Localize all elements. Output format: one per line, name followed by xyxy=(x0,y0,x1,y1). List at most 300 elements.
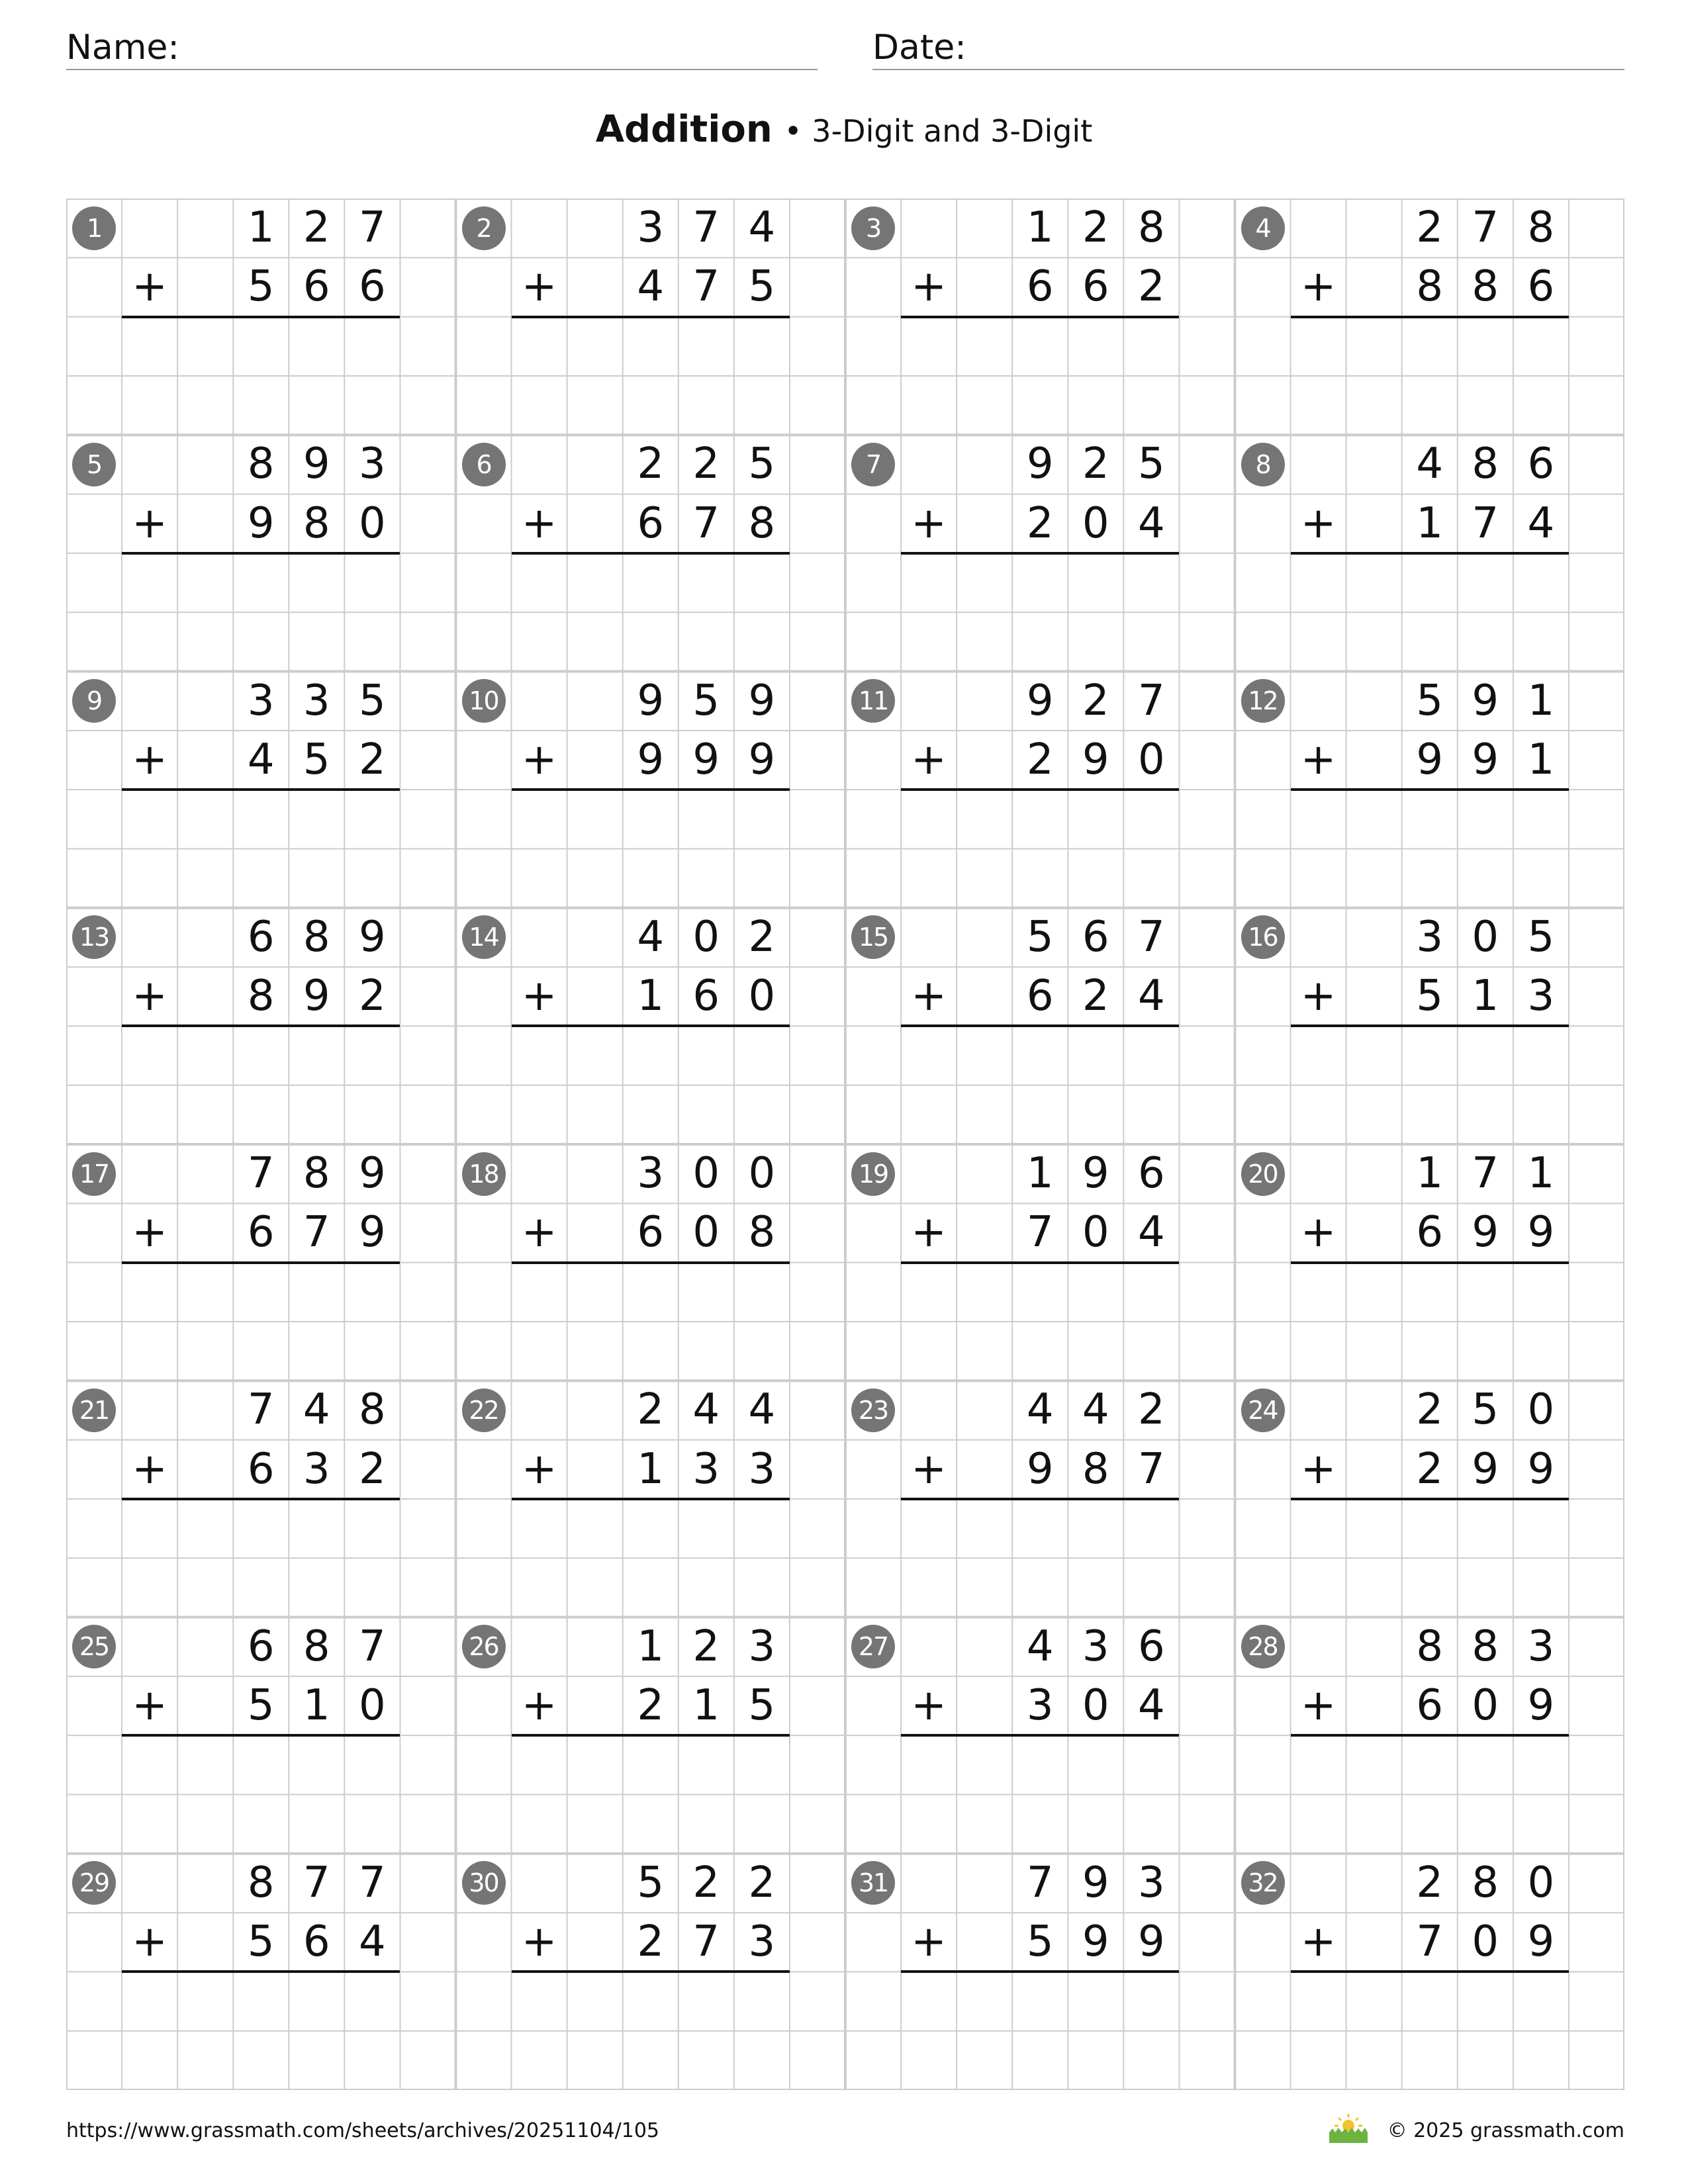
top-digit: 0 xyxy=(692,912,720,962)
answer-cell[interactable] xyxy=(1012,790,1068,848)
bottom-digit: 5 xyxy=(1026,1917,1054,1967)
top-digit: 9 xyxy=(748,676,776,725)
top-digit: 4 xyxy=(748,1385,776,1435)
bottom-digit: 1 xyxy=(692,1680,720,1730)
answer-cell[interactable] xyxy=(1402,1735,1458,1794)
plus-operator: + xyxy=(1300,1917,1336,1967)
answer-cell[interactable] xyxy=(1513,317,1569,376)
answer-cell[interactable] xyxy=(734,790,790,848)
top-digit: 7 xyxy=(303,1858,330,1907)
answer-cell[interactable] xyxy=(1068,1263,1123,1322)
plus-operator: + xyxy=(521,972,557,1021)
answer-cell[interactable] xyxy=(1012,317,1068,376)
answer-cell[interactable] xyxy=(734,1026,790,1085)
top-digit: 7 xyxy=(1026,1858,1054,1907)
bottom-digit: 5 xyxy=(247,262,275,312)
answer-cell[interactable] xyxy=(1458,1972,1513,2030)
top-digit: 7 xyxy=(1137,912,1165,962)
problem-number-badge: 25 xyxy=(72,1625,116,1668)
bottom-digit: 8 xyxy=(748,1208,776,1257)
answer-cell[interactable] xyxy=(1402,1263,1458,1322)
problem-number-badge: 31 xyxy=(851,1861,895,1905)
problem-number-badge: 26 xyxy=(462,1625,506,1668)
answer-cell[interactable] xyxy=(679,790,734,848)
answer-cell[interactable] xyxy=(177,1499,233,1558)
bottom-digit: 1 xyxy=(1527,735,1555,784)
top-digit: 2 xyxy=(637,1385,665,1435)
top-digit: 9 xyxy=(1026,676,1054,725)
bottom-digit: 4 xyxy=(1137,972,1165,1021)
answer-cell[interactable] xyxy=(1458,1263,1513,1322)
top-digit: 9 xyxy=(358,1149,386,1198)
plus-operator: + xyxy=(1300,1208,1336,1257)
bottom-digit: 9 xyxy=(1472,1208,1499,1257)
top-digit: 2 xyxy=(1137,1385,1165,1435)
answer-cell[interactable] xyxy=(567,1499,623,1558)
bottom-digit: 2 xyxy=(637,1917,665,1967)
top-digit: 5 xyxy=(1472,1385,1499,1435)
bottom-digit: 9 xyxy=(1527,1917,1555,1967)
problem-number-badge: 16 xyxy=(1241,915,1285,959)
top-digit: 1 xyxy=(247,203,275,252)
plus-operator: + xyxy=(911,972,947,1021)
top-digit: 6 xyxy=(1137,1621,1165,1671)
bottom-digit: 9 xyxy=(1527,1444,1555,1494)
answer-cell[interactable] xyxy=(623,1263,679,1322)
problem-number-badge: 20 xyxy=(1241,1152,1285,1196)
answer-cell[interactable] xyxy=(1513,1499,1569,1558)
top-digit: 9 xyxy=(1082,1149,1109,1198)
top-digit: 8 xyxy=(247,439,275,489)
bottom-digit: 6 xyxy=(637,1208,665,1257)
answer-cell[interactable] xyxy=(1513,1263,1569,1322)
answer-cell[interactable] xyxy=(289,317,344,376)
bottom-digit: 4 xyxy=(1137,1680,1165,1730)
bottom-digit: 0 xyxy=(358,498,386,548)
bottom-digit: 6 xyxy=(303,262,330,312)
bottom-digit: 9 xyxy=(1527,1208,1555,1257)
plus-operator: + xyxy=(911,735,947,784)
answer-cell[interactable] xyxy=(957,1026,1012,1085)
answer-cell[interactable] xyxy=(679,1972,734,2030)
top-digit: 3 xyxy=(637,1149,665,1198)
answer-cell[interactable] xyxy=(957,1972,1012,2030)
top-digit: 6 xyxy=(1082,912,1109,962)
answer-cell[interactable] xyxy=(1513,1735,1569,1794)
answer-cell[interactable] xyxy=(679,553,734,612)
bottom-digit: 9 xyxy=(748,735,776,784)
answer-cell[interactable] xyxy=(1012,1263,1068,1322)
bottom-digit: 6 xyxy=(692,972,720,1021)
footer-url: https://www.grassmath.com/sheets/archives/20251104/105 xyxy=(66,2119,660,2142)
answer-cell[interactable] xyxy=(344,1026,400,1085)
answer-cell[interactable] xyxy=(177,1026,233,1085)
top-digit: 8 xyxy=(303,912,330,962)
answer-cell[interactable] xyxy=(289,1972,344,2030)
title-subtitle: • 3-Digit and 3-Digit xyxy=(784,113,1093,149)
problem-number-badge: 21 xyxy=(72,1388,116,1432)
bottom-digit: 3 xyxy=(692,1444,720,1494)
answer-cell[interactable] xyxy=(679,317,734,376)
answer-cell[interactable] xyxy=(1346,1499,1402,1558)
answer-cell[interactable] xyxy=(177,1735,233,1794)
top-digit: 9 xyxy=(637,676,665,725)
bottom-digit: 6 xyxy=(1026,972,1054,1021)
footer-copyright: © 2025 grassmath.com xyxy=(1387,2119,1624,2142)
answer-cell[interactable] xyxy=(679,1263,734,1322)
top-digit: 4 xyxy=(1082,1385,1109,1435)
problem-number-badge: 13 xyxy=(72,915,116,959)
top-digit: 2 xyxy=(1416,1385,1444,1435)
top-digit: 8 xyxy=(247,1858,275,1907)
answer-cell[interactable] xyxy=(344,1972,400,2030)
bottom-digit: 2 xyxy=(358,1444,386,1494)
bottom-digit: 1 xyxy=(637,1444,665,1494)
answer-cell[interactable] xyxy=(1012,1735,1068,1794)
answer-cell[interactable] xyxy=(1068,790,1123,848)
answer-cell[interactable] xyxy=(1346,553,1402,612)
bottom-digit: 3 xyxy=(303,1444,330,1494)
bottom-digit: 5 xyxy=(748,1680,776,1730)
top-digit: 3 xyxy=(1527,1621,1555,1671)
answer-cell[interactable] xyxy=(1346,1263,1402,1322)
problem-number-badge: 24 xyxy=(1241,1388,1285,1432)
answer-cell[interactable] xyxy=(1346,1972,1402,2030)
answer-cell[interactable] xyxy=(1346,1026,1402,1085)
answer-cell[interactable] xyxy=(1513,790,1569,848)
top-digit: 5 xyxy=(1416,676,1444,725)
answer-cell[interactable] xyxy=(177,790,233,848)
top-digit: 3 xyxy=(748,1621,776,1671)
bottom-digit: 7 xyxy=(1137,1444,1165,1494)
plus-operator: + xyxy=(132,1917,167,1967)
answer-cell[interactable] xyxy=(1012,1972,1068,2030)
bottom-digit: 4 xyxy=(1137,1208,1165,1257)
answer-cell[interactable] xyxy=(1068,553,1123,612)
answer-cell[interactable] xyxy=(1012,553,1068,612)
bottom-digit: 9 xyxy=(1082,1917,1109,1967)
bottom-digit: 7 xyxy=(692,1917,720,1967)
answer-cell[interactable] xyxy=(1346,317,1402,376)
answer-cell[interactable] xyxy=(233,790,289,848)
top-digit: 3 xyxy=(303,676,330,725)
answer-cell[interactable] xyxy=(623,317,679,376)
answer-cell[interactable] xyxy=(567,1972,623,2030)
top-digit: 2 xyxy=(692,439,720,489)
bottom-digit: 4 xyxy=(637,262,665,312)
answer-cell[interactable] xyxy=(623,1026,679,1085)
problem-number-badge: 3 xyxy=(851,206,895,250)
top-digit: 3 xyxy=(637,203,665,252)
answer-cell[interactable] xyxy=(1513,1972,1569,2030)
answer-cell[interactable] xyxy=(1458,1499,1513,1558)
answer-cell[interactable] xyxy=(233,1026,289,1085)
answer-cell[interactable] xyxy=(233,317,289,376)
answer-cell[interactable] xyxy=(957,1735,1012,1794)
answer-cell[interactable] xyxy=(344,553,400,612)
answer-cell[interactable] xyxy=(1123,553,1179,612)
answer-cell[interactable] xyxy=(177,1263,233,1322)
answer-cell[interactable] xyxy=(344,790,400,848)
bottom-digit: 0 xyxy=(1082,1208,1109,1257)
answer-cell[interactable] xyxy=(957,553,1012,612)
answer-cell[interactable] xyxy=(623,1972,679,2030)
top-digit: 3 xyxy=(358,439,386,489)
worksheet-title xyxy=(0,106,1688,155)
answer-cell[interactable] xyxy=(1402,1499,1458,1558)
top-digit: 0 xyxy=(1527,1385,1555,1435)
bottom-digit: 2 xyxy=(1082,972,1109,1021)
plus-operator: + xyxy=(1300,735,1336,784)
answer-cell[interactable] xyxy=(1068,1499,1123,1558)
name-label: Name: xyxy=(66,28,179,68)
bottom-digit: 2 xyxy=(358,972,386,1021)
top-digit: 3 xyxy=(1137,1858,1165,1907)
answer-cell[interactable] xyxy=(233,1263,289,1322)
problem-number-badge: 1 xyxy=(72,206,116,250)
answer-cell[interactable] xyxy=(289,790,344,848)
problem-number-badge: 28 xyxy=(1241,1625,1285,1668)
answer-cell[interactable] xyxy=(233,1972,289,2030)
bottom-digit: 7 xyxy=(1416,1917,1444,1967)
bottom-digit: 2 xyxy=(1026,735,1054,784)
answer-cell[interactable] xyxy=(1458,317,1513,376)
top-digit: 4 xyxy=(1026,1621,1054,1671)
top-digit: 9 xyxy=(1472,676,1499,725)
problem-number-badge: 27 xyxy=(851,1625,895,1668)
answer-cell[interactable] xyxy=(289,1026,344,1085)
answer-cell[interactable] xyxy=(957,790,1012,848)
plus-operator: + xyxy=(132,972,167,1021)
top-digit: 7 xyxy=(1472,1149,1499,1198)
plus-operator: + xyxy=(521,498,557,548)
top-digit: 8 xyxy=(303,1149,330,1198)
answer-cell[interactable] xyxy=(1123,317,1179,376)
answer-cell[interactable] xyxy=(344,317,400,376)
answer-cell[interactable] xyxy=(567,1735,623,1794)
bottom-digit: 8 xyxy=(303,498,330,548)
bottom-digit: 3 xyxy=(748,1917,776,1967)
plus-operator: + xyxy=(521,1444,557,1494)
bottom-digit: 6 xyxy=(358,262,386,312)
top-digit: 9 xyxy=(1082,1858,1109,1907)
answer-cell[interactable] xyxy=(233,553,289,612)
top-digit: 0 xyxy=(1527,1858,1555,1907)
problem-number-badge: 30 xyxy=(462,1861,506,1905)
answer-cell[interactable] xyxy=(289,553,344,612)
answer-cell[interactable] xyxy=(289,1263,344,1322)
answer-cell[interactable] xyxy=(1513,1026,1569,1085)
bottom-digit: 9 xyxy=(1416,735,1444,784)
answer-cell[interactable] xyxy=(567,1026,623,1085)
bottom-digit: 5 xyxy=(247,1917,275,1967)
bottom-digit: 2 xyxy=(1137,262,1165,312)
top-digit: 0 xyxy=(748,1149,776,1198)
answer-cell[interactable] xyxy=(623,553,679,612)
top-digit: 8 xyxy=(1416,1621,1444,1671)
answer-cell[interactable] xyxy=(1346,1735,1402,1794)
bottom-digit: 6 xyxy=(637,498,665,548)
answer-cell[interactable] xyxy=(567,790,623,848)
bottom-digit: 9 xyxy=(358,1208,386,1257)
top-digit: 9 xyxy=(1026,439,1054,489)
answer-cell[interactable] xyxy=(1513,553,1569,612)
answer-cell[interactable] xyxy=(734,1499,790,1558)
answer-cell[interactable] xyxy=(1068,1972,1123,2030)
plus-operator: + xyxy=(1300,262,1336,312)
answer-cell[interactable] xyxy=(1123,1026,1179,1085)
answer-cell[interactable] xyxy=(177,317,233,376)
answer-cell[interactable] xyxy=(177,1972,233,2030)
bottom-digit: 7 xyxy=(1472,498,1499,548)
top-digit: 8 xyxy=(358,1385,386,1435)
answer-cell[interactable] xyxy=(567,1263,623,1322)
answer-cell[interactable] xyxy=(344,1263,400,1322)
plus-operator: + xyxy=(132,498,167,548)
top-digit: 7 xyxy=(1137,676,1165,725)
top-digit: 1 xyxy=(1026,1149,1054,1198)
problem-number-badge: 32 xyxy=(1241,1861,1285,1905)
problem-number-badge: 7 xyxy=(851,443,895,486)
plus-operator: + xyxy=(521,735,557,784)
answer-cell[interactable] xyxy=(734,317,790,376)
answer-cell[interactable] xyxy=(1402,1026,1458,1085)
answer-cell[interactable] xyxy=(1123,1263,1179,1322)
answer-cell[interactable] xyxy=(679,1499,734,1558)
top-digit: 7 xyxy=(358,1858,386,1907)
top-digit: 6 xyxy=(1527,439,1555,489)
problem-number-badge: 17 xyxy=(72,1152,116,1196)
answer-cell[interactable] xyxy=(1123,790,1179,848)
answer-cell[interactable] xyxy=(679,1735,734,1794)
answer-cell[interactable] xyxy=(1123,1972,1179,2030)
answer-cell[interactable] xyxy=(623,1499,679,1558)
answer-cell[interactable] xyxy=(734,1972,790,2030)
answer-cell[interactable] xyxy=(734,1735,790,1794)
answer-cell[interactable] xyxy=(1458,1026,1513,1085)
bottom-digit: 7 xyxy=(692,498,720,548)
bottom-digit: 4 xyxy=(1527,498,1555,548)
answer-cell[interactable] xyxy=(1068,1026,1123,1085)
top-digit: 9 xyxy=(358,912,386,962)
answer-cell[interactable] xyxy=(1402,553,1458,612)
bottom-digit: 6 xyxy=(303,1917,330,1967)
answer-cell[interactable] xyxy=(1123,1735,1179,1794)
answer-cell[interactable] xyxy=(623,790,679,848)
top-digit: 5 xyxy=(748,439,776,489)
answer-cell[interactable] xyxy=(734,553,790,612)
answer-cell[interactable] xyxy=(1123,1499,1179,1558)
answer-cell[interactable] xyxy=(957,317,1012,376)
bottom-digit: 5 xyxy=(247,1680,275,1730)
top-digit: 5 xyxy=(692,676,720,725)
answer-cell[interactable] xyxy=(1458,1735,1513,1794)
answer-cell[interactable] xyxy=(1012,1026,1068,1085)
bottom-digit: 4 xyxy=(358,1917,386,1967)
bottom-digit: 0 xyxy=(692,1208,720,1257)
bottom-digit: 9 xyxy=(637,735,665,784)
answer-cell[interactable] xyxy=(289,1735,344,1794)
answer-cell[interactable] xyxy=(957,1499,1012,1558)
bottom-digit: 3 xyxy=(1026,1680,1054,1730)
problem-number-badge: 11 xyxy=(851,679,895,723)
bottom-digit: 0 xyxy=(1082,1680,1109,1730)
problem-number-badge: 4 xyxy=(1241,206,1285,250)
bottom-digit: 6 xyxy=(1416,1680,1444,1730)
top-digit: 1 xyxy=(1416,1149,1444,1198)
plus-operator: + xyxy=(911,1444,947,1494)
top-digit: 5 xyxy=(1137,439,1165,489)
top-digit: 1 xyxy=(1026,203,1054,252)
top-digit: 2 xyxy=(748,912,776,962)
answer-cell[interactable] xyxy=(1458,553,1513,612)
top-digit: 7 xyxy=(692,203,720,252)
bottom-digit: 7 xyxy=(1026,1208,1054,1257)
top-digit: 2 xyxy=(1416,203,1444,252)
plus-operator: + xyxy=(132,735,167,784)
answer-cell[interactable] xyxy=(344,1735,400,1794)
top-digit: 8 xyxy=(1472,1858,1499,1907)
bottom-digit: 7 xyxy=(692,262,720,312)
bottom-digit: 9 xyxy=(1472,735,1499,784)
answer-cell[interactable] xyxy=(623,1735,679,1794)
date-label: Date: xyxy=(872,28,966,68)
answer-cell[interactable] xyxy=(734,1263,790,1322)
answer-cell[interactable] xyxy=(567,553,623,612)
bottom-digit: 0 xyxy=(1472,1917,1499,1967)
answer-cell[interactable] xyxy=(344,1499,400,1558)
answer-cell[interactable] xyxy=(1402,790,1458,848)
answer-cell[interactable] xyxy=(1068,1735,1123,1794)
bottom-digit: 9 xyxy=(1527,1680,1555,1730)
answer-cell[interactable] xyxy=(957,1263,1012,1322)
top-digit: 2 xyxy=(1082,203,1109,252)
answer-cell[interactable] xyxy=(289,1499,344,1558)
bottom-digit: 0 xyxy=(1082,498,1109,548)
problem-number-badge: 12 xyxy=(1241,679,1285,723)
top-digit: 4 xyxy=(748,203,776,252)
bottom-digit: 5 xyxy=(748,262,776,312)
top-digit: 2 xyxy=(637,439,665,489)
answer-cell[interactable] xyxy=(233,1499,289,1558)
answer-cell[interactable] xyxy=(1068,317,1123,376)
top-digit: 2 xyxy=(1082,676,1109,725)
problem-number-badge: 15 xyxy=(851,915,895,959)
bottom-digit: 6 xyxy=(1082,262,1109,312)
answer-cell[interactable] xyxy=(233,1735,289,1794)
name-field[interactable] xyxy=(66,25,818,70)
answer-cell[interactable] xyxy=(1402,1972,1458,2030)
answer-cell[interactable] xyxy=(1346,790,1402,848)
problem-number-badge: 6 xyxy=(462,443,506,486)
answer-cell[interactable] xyxy=(679,1026,734,1085)
bottom-digit: 8 xyxy=(247,972,275,1021)
bottom-digit: 1 xyxy=(637,972,665,1021)
top-digit: 4 xyxy=(303,1385,330,1435)
problem-number-badge: 29 xyxy=(72,1861,116,1905)
top-digit: 7 xyxy=(247,1385,275,1435)
top-digit: 0 xyxy=(1472,912,1499,962)
problem-number-badge: 9 xyxy=(72,679,116,723)
answer-cell[interactable] xyxy=(177,553,233,612)
answer-cell[interactable] xyxy=(567,317,623,376)
date-field[interactable] xyxy=(872,25,1624,70)
top-digit: 5 xyxy=(637,1858,665,1907)
answer-cell[interactable] xyxy=(1458,790,1513,848)
answer-cell[interactable] xyxy=(1012,1499,1068,1558)
bottom-digit: 6 xyxy=(1026,262,1054,312)
answer-cell[interactable] xyxy=(1402,317,1458,376)
